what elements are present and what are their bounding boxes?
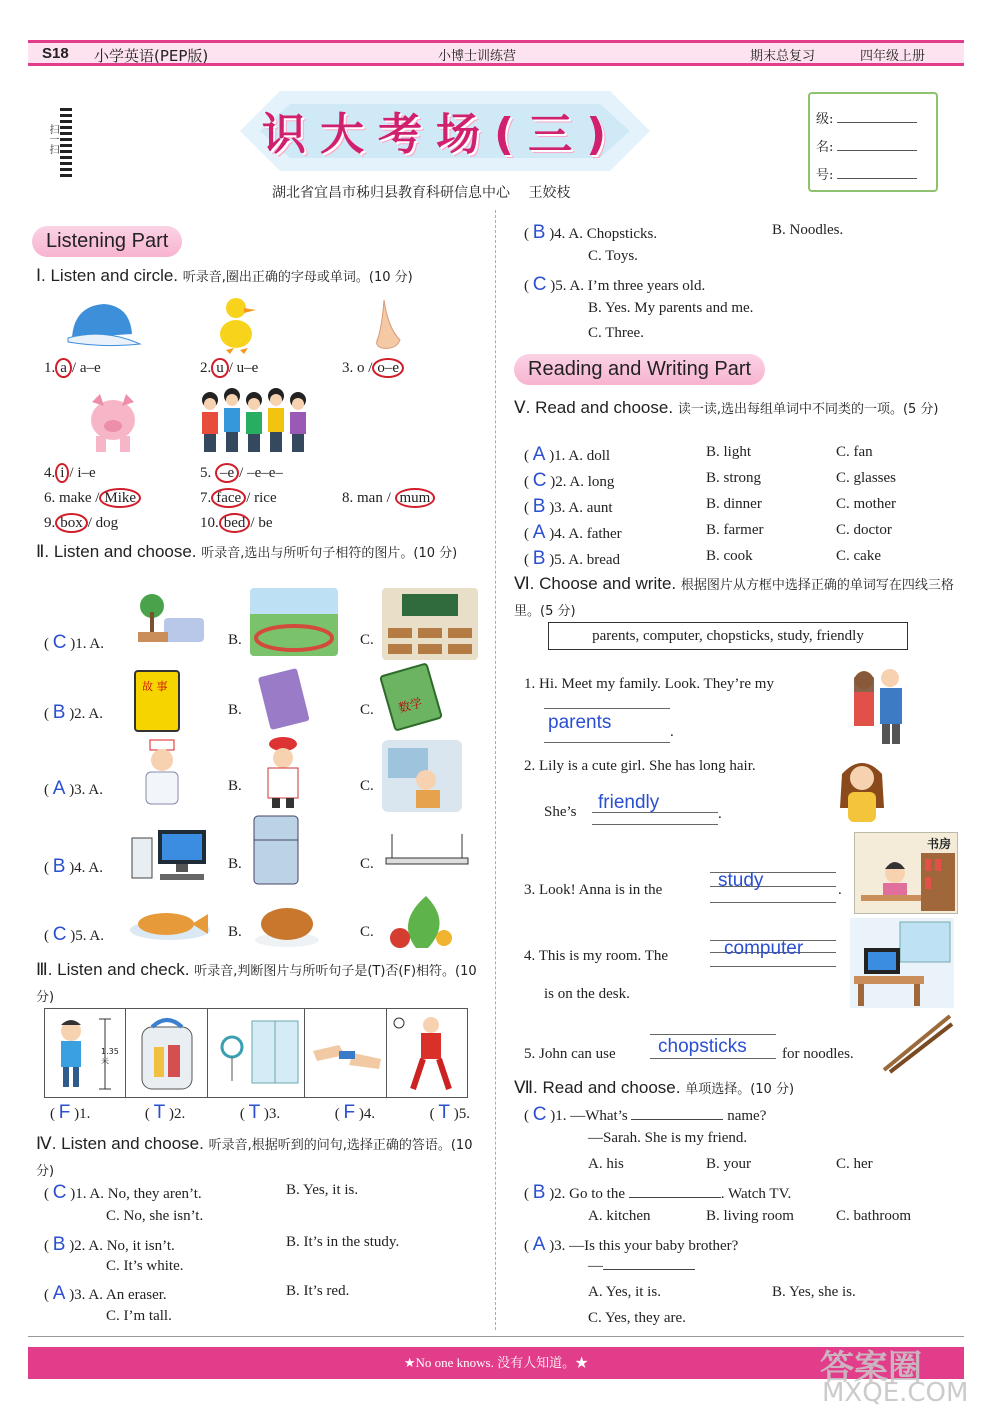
s6-q2-text: 2. Lily is a cute girl. She has long hair.	[524, 758, 756, 774]
nose-image	[366, 298, 406, 354]
s6-q5-text: 5. John can use	[524, 1046, 616, 1062]
s1-item-6: 6. make / Mike	[44, 490, 141, 507]
s6-q3-text: 3. Look! Anna is in the	[524, 882, 663, 898]
s4-q4: ( B )4. A. Chopsticks.	[524, 222, 658, 243]
masked-area	[72, 96, 236, 206]
s3-pic-runner	[387, 1009, 467, 1097]
s1-item-10: 10. bed / be	[200, 515, 273, 531]
s6-q5-guide	[650, 1034, 776, 1035]
field-name[interactable]: 名:	[816, 136, 917, 155]
s5-row-3: ( B )3. A. aunt B. dinner C. mother	[524, 496, 896, 517]
s3-answer-3: ( T )3.	[239, 1102, 281, 1123]
book-title: 小学英语(PEP版)	[94, 47, 209, 65]
s7-q2: ( B )2. Go to the . Watch TV.	[524, 1182, 792, 1203]
s1-item-2: 2. u / u–e	[200, 360, 259, 376]
study-sign: 书房	[926, 837, 951, 851]
s6-q1-answer[interactable]: parents	[548, 712, 612, 733]
notebook-image	[256, 668, 312, 732]
cook-image	[254, 736, 312, 810]
s1-item-4: 4. i / i–e	[44, 465, 96, 481]
classroom-image	[382, 588, 478, 660]
s2-row-4: ( B )4. A.	[44, 856, 103, 877]
s4-q3: ( A )3. A. An eraser.	[44, 1283, 167, 1304]
s4-q3-c: C. I’m tall.	[106, 1308, 172, 1324]
s3-answer-2: ( T )2.	[144, 1102, 186, 1123]
study-image	[854, 832, 958, 914]
s7-q3-c: C. Yes, they are.	[588, 1310, 686, 1326]
s4-q3-b: B. It’s red.	[286, 1283, 350, 1299]
s6-q1-end: .	[670, 724, 674, 740]
fish-image	[128, 904, 212, 944]
s3-pic-window	[208, 1009, 305, 1097]
s5-row-4: ( A )4. A. father B. farmer C. doctor	[524, 522, 892, 543]
column-divider	[495, 210, 496, 1330]
children-group-image	[196, 386, 318, 458]
watermark-url: MXQE.COM	[822, 1378, 969, 1408]
s7-q1-a: A. his	[588, 1156, 624, 1172]
storybook-image	[134, 670, 180, 732]
duck-image	[214, 294, 264, 354]
s2-row-1: ( C )1. A.	[44, 632, 104, 653]
s4-q5-c: C. Three.	[588, 325, 644, 341]
s4-q2-c: C. It’s white.	[106, 1258, 184, 1274]
s6-q4-guide-3	[710, 966, 836, 967]
s2-row-5: ( C )5. A.	[44, 924, 104, 945]
s4-q5: ( C )5. A. I’m three years old.	[524, 274, 706, 295]
s2-1-b-label: B.	[228, 632, 242, 648]
s2-2-c-label: C.	[360, 702, 374, 718]
s6-q1-guide-2	[544, 742, 670, 743]
s6-q5-answer[interactable]: chopsticks	[658, 1036, 747, 1057]
nurse-image	[134, 738, 190, 810]
reading-heading: Reading and Writing Part	[514, 354, 765, 385]
s5-row-5: ( B )5. A. bread B. cook C. cake	[524, 548, 881, 569]
s5-row-2: ( C )2. A. long B. strong C. glasses	[524, 470, 896, 491]
math-book-label: 数学	[396, 695, 424, 716]
height-label: 1.35米	[101, 1047, 119, 1066]
s6-q4-answer[interactable]: computer	[724, 938, 804, 959]
watermark-logo: 答案圈	[820, 1348, 922, 1388]
s5-row-1: ( A )1. A. doll B. light C. fan	[524, 444, 873, 465]
s3-answers	[50, 1102, 470, 1124]
footer-rule	[28, 1336, 964, 1337]
cap-image	[64, 298, 144, 354]
s4-q2-b: B. It’s in the study.	[286, 1234, 400, 1250]
vegetables-image	[386, 892, 456, 952]
footer-motto: ★No one knows. 没有人知道。★	[28, 1347, 964, 1379]
s6-q2-guide-2	[592, 824, 718, 825]
living-room-image	[134, 588, 210, 654]
s1-item-8: 8. man / mum	[342, 490, 435, 507]
chopsticks-image	[880, 1012, 954, 1074]
s7-q3: ( A )3. —Is this your baby brother?	[524, 1234, 739, 1255]
s1-item-9: 9. box / dog	[44, 515, 119, 531]
s2-4-c-label: C.	[360, 856, 374, 872]
s6-q3-answer[interactable]: study	[718, 870, 764, 891]
s3-picture-strip	[44, 1008, 468, 1098]
football-player-image	[391, 1011, 467, 1095]
s3-pic-hands	[305, 1009, 386, 1097]
header-bar	[28, 40, 964, 66]
s1-item-3: 3. o / o–e	[342, 360, 404, 377]
review-label: 期末总复习	[750, 49, 816, 64]
s6-q4-text: 4. This is my room. The	[524, 948, 669, 964]
s6-q5-end: for noodles.	[782, 1046, 854, 1062]
s4-q5-b: B. Yes. My parents and me.	[588, 300, 754, 316]
math-book-image	[379, 662, 443, 732]
s2-row-3: ( A )3. A.	[44, 778, 103, 799]
grade-label: 四年级上册	[860, 49, 926, 64]
s7-q1-line2: —Sarah. She is my friend.	[588, 1130, 748, 1146]
hands-image	[309, 1011, 385, 1095]
s2-4-b-label: B.	[228, 856, 242, 872]
driver-image	[382, 740, 462, 812]
series-name: 小博士训练营	[438, 49, 517, 64]
page-code: S18	[42, 45, 69, 62]
section-1-title: Ⅰ. Listen and circle. 听录音,圈出正确的字母或单词。(10 分)	[36, 266, 413, 285]
storybook-label: 故 事	[142, 680, 168, 693]
s7-q1: ( C )1. —What’s name?	[524, 1104, 767, 1125]
s2-5-c-label: C.	[360, 924, 374, 940]
s4-q2: ( B )2. A. No, it isn’t.	[44, 1234, 175, 1255]
s6-q2-end: .	[718, 806, 722, 822]
field-class[interactable]: 级:	[816, 108, 917, 127]
s4-q4-c: C. Toys.	[588, 248, 638, 264]
s4-q1: ( C )1. A. No, they aren’t.	[44, 1182, 202, 1203]
pig-image	[84, 392, 142, 454]
author-line	[272, 182, 570, 202]
s7-q1-b: B. your	[706, 1156, 751, 1172]
s1-item-7: 7. face / rice	[200, 490, 277, 506]
s7-q3-line2: —	[588, 1258, 695, 1275]
s6-q2-answer[interactable]: friendly	[598, 792, 660, 813]
s2-1-c-label: C.	[360, 632, 374, 648]
s7-q3-a: A. Yes, it is.	[588, 1284, 661, 1300]
fan-window-image	[212, 1011, 302, 1095]
s6-q4-end: is on the desk.	[544, 986, 630, 1002]
author-name: 王姣枝	[528, 185, 571, 201]
schoolbag-image	[132, 1011, 202, 1095]
section-2-title: Ⅱ. Listen and choose. 听录音,选出与所听句子相符的图片。(10 分)	[36, 542, 458, 561]
s7-q2-c: C. bathroom	[836, 1208, 911, 1224]
s2-3-c-label: C.	[360, 778, 374, 794]
s7-q3-b: B. Yes, she is.	[772, 1284, 856, 1300]
s4-q1-b: B. Yes, it is.	[286, 1182, 359, 1198]
s7-q2-a: A. kitchen	[588, 1208, 651, 1224]
s1-item-5: 5. –e / –e–e–	[200, 465, 283, 481]
s6-q1-text: 1. Hi. Meet my family. Look. They’re my	[524, 676, 774, 692]
field-number[interactable]: 号:	[816, 164, 917, 183]
s2-3-b-label: B.	[228, 778, 242, 794]
s6-q1-guide	[544, 708, 670, 709]
s3-answer-4: ( F )4.	[334, 1102, 376, 1123]
s1-item-1: 1. a / a–e	[44, 360, 101, 376]
fridge-image	[252, 814, 300, 886]
page-title: 识大考场(三)	[262, 109, 621, 160]
s7-q2-b: B. living room	[706, 1208, 794, 1224]
section-5-title: Ⅴ. Read and choose. 读一读,选出每组单词中不同类的一项。(5 分)	[514, 398, 939, 417]
s3-answer-5: ( T )5.	[429, 1102, 470, 1123]
s6-q5-guide-2	[650, 1058, 776, 1059]
student-info-box	[808, 92, 938, 192]
s3-pic-bag	[126, 1009, 207, 1097]
s7-q1-c: C. her	[836, 1156, 873, 1172]
light-image	[382, 832, 472, 872]
section-3-title: Ⅲ. Listen and check. 听录音,判断图片与所听句子是(T)否(F)相符。(10 分)	[36, 960, 477, 1005]
family-image	[846, 664, 910, 746]
room-computer-image	[850, 918, 954, 1008]
section-7-title: Ⅶ. Read and choose. 单项选择。(10 分)	[514, 1078, 795, 1097]
lily-image	[834, 756, 890, 828]
s6-q3-guide-3	[710, 902, 836, 903]
section-6-title: Ⅵ. Choose and write. 根据图片从方框中选择正确的单词写在四线三格里。(5 分)	[514, 574, 954, 619]
playground-image	[250, 588, 338, 656]
s3-answer-1: ( F )1.	[50, 1102, 91, 1123]
s4-q4-b: B. Noodles.	[772, 222, 844, 238]
qr-code[interactable]	[60, 108, 72, 178]
s6-q3-end: .	[838, 882, 842, 898]
s2-row-2: ( B )2. A.	[44, 702, 103, 723]
word-bank: parents, computer, chopsticks, study, friendly	[548, 622, 908, 650]
computer-image	[130, 828, 210, 884]
s3-pic-boy-height	[45, 1009, 126, 1097]
scan-label: 扫一扫	[47, 124, 58, 154]
s2-2-b-label: B.	[228, 702, 242, 718]
section-4-title: Ⅳ. Listen and choose. 听录音,根据听到的问句,选择正确的答语。(10 分)	[36, 1134, 473, 1179]
s4-q1-c: C. No, she isn’t.	[106, 1208, 204, 1224]
s5-list	[524, 444, 944, 574]
s2-5-b-label: B.	[228, 924, 242, 940]
author-org: 湖北省宜昌市秭归县教育科研信息中心	[272, 185, 510, 201]
s6-q2-pre: She’s	[544, 804, 577, 820]
listening-heading: Listening Part	[32, 226, 182, 257]
chicken-image	[254, 896, 320, 948]
